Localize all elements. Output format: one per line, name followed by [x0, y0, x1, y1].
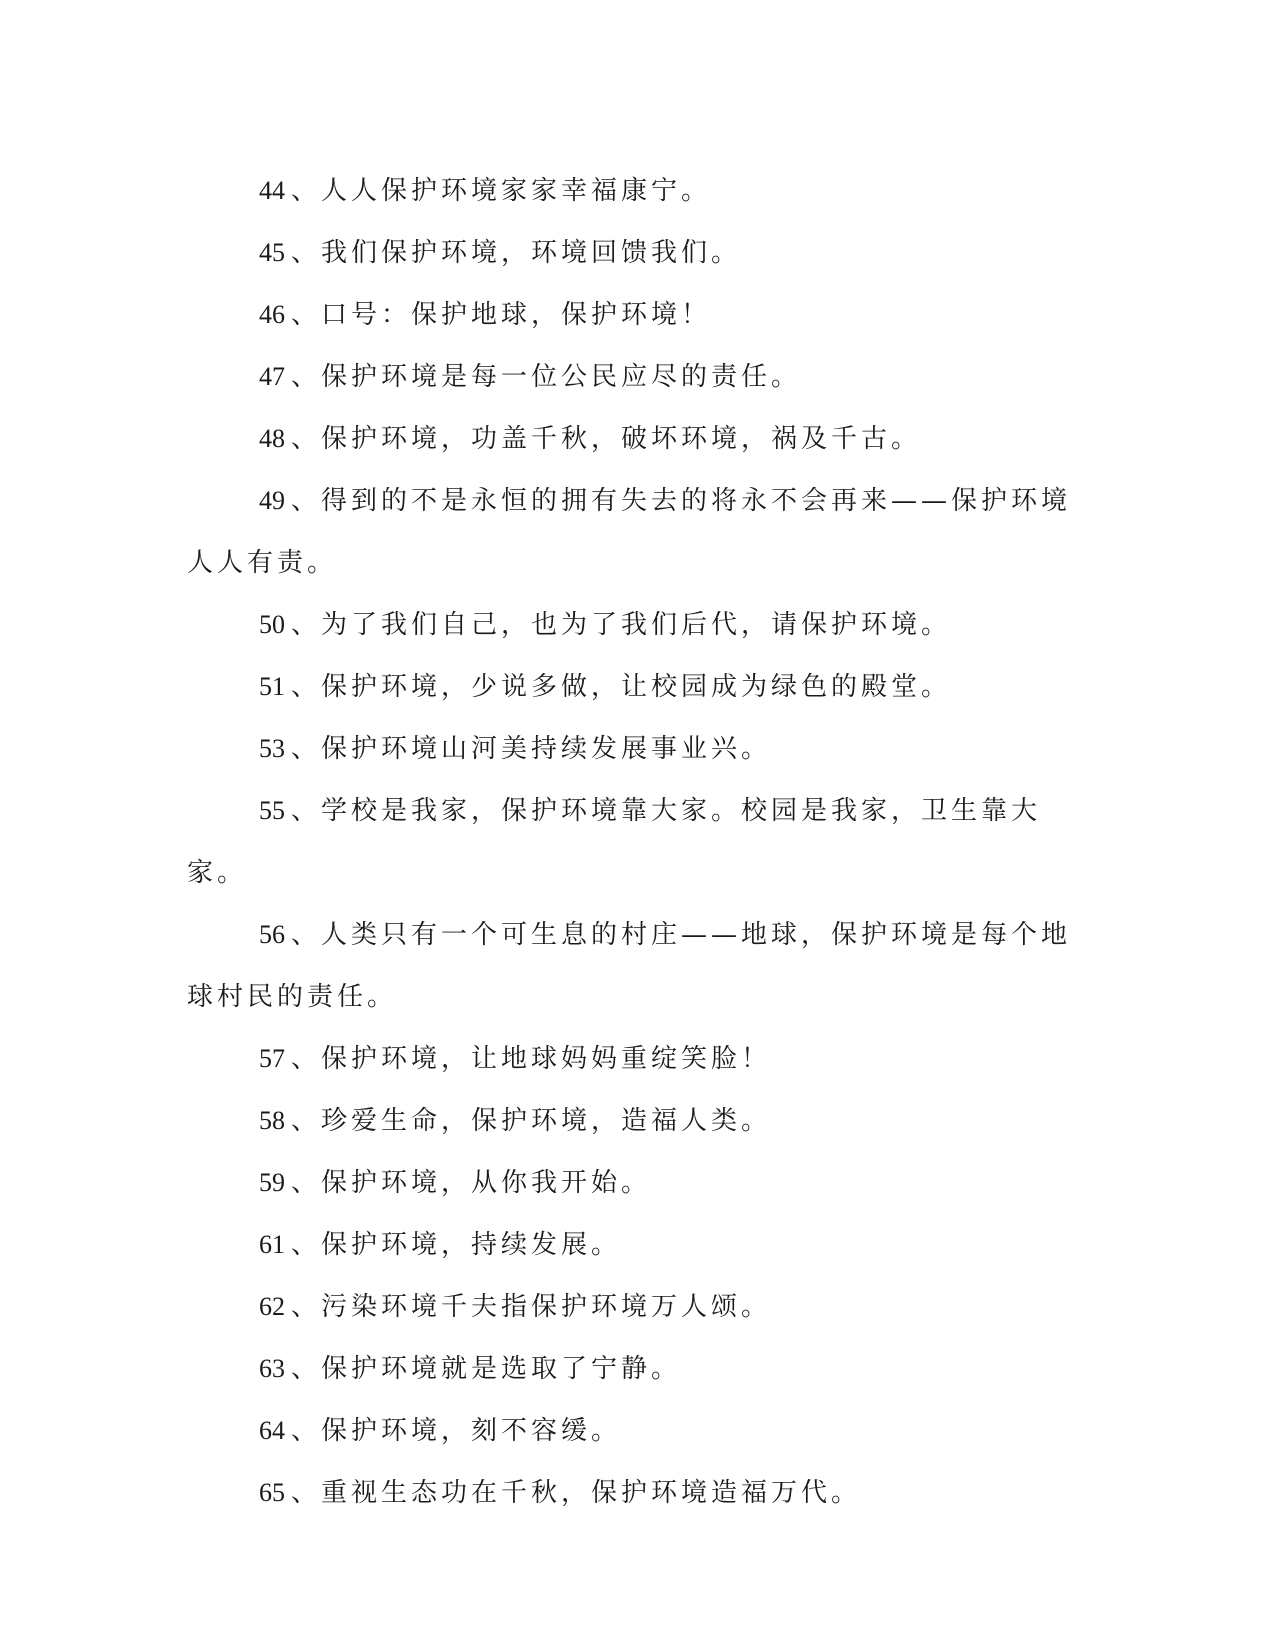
item-number: 46 — [259, 300, 285, 329]
item-number: 65 — [259, 1478, 285, 1507]
item-text: 、保护环境，刻不容缓。 — [291, 1416, 622, 1446]
item-number: 49 — [259, 486, 285, 515]
slogan-item — [187, 1400, 1077, 1462]
item-text: 、保护环境，让地球妈妈重绽笑脸！ — [291, 1044, 772, 1074]
item-number: 55 — [259, 796, 285, 825]
slogan-item — [187, 1462, 1077, 1524]
slogan-item — [187, 780, 1077, 904]
slogan-item — [187, 346, 1077, 408]
item-number: 57 — [259, 1044, 285, 1073]
item-text: 、保护环境，少说多做，让校园成为绿色的殿堂。 — [291, 672, 952, 702]
item-text: 、污染环境千夫指保护环境万人颂。 — [291, 1292, 772, 1322]
item-number: 45 — [259, 238, 285, 267]
item-text: 、保护环境山河美持续发展事业兴。 — [291, 734, 772, 764]
item-number: 56 — [259, 920, 285, 949]
item-number: 47 — [259, 362, 285, 391]
slogan-item — [187, 470, 1077, 594]
slogan-item — [187, 656, 1077, 718]
item-text: 、保护环境，从你我开始。 — [291, 1168, 652, 1198]
slogan-item — [187, 284, 1077, 346]
slogan-item — [187, 222, 1077, 284]
item-number: 62 — [259, 1292, 285, 1321]
slogan-item — [187, 1152, 1077, 1214]
item-text: 、珍爱生命，保护环境，造福人类。 — [291, 1106, 772, 1136]
item-text: 、保护环境就是选取了宁静。 — [291, 1354, 682, 1384]
item-number: 51 — [259, 672, 285, 701]
item-text: 、保护环境是每一位公民应尽的责任。 — [291, 362, 802, 392]
slogan-item — [187, 160, 1077, 222]
item-number: 53 — [259, 734, 285, 763]
item-number: 64 — [259, 1416, 285, 1445]
item-number: 48 — [259, 424, 285, 453]
item-text: 、学校是我家，保护环境靠大家。校园是我家，卫生靠大家。 — [187, 796, 1042, 888]
item-number: 50 — [259, 610, 285, 639]
slogan-item — [187, 1214, 1077, 1276]
item-number: 58 — [259, 1106, 285, 1135]
item-text: 、人人保护环境家家幸福康宁。 — [291, 176, 712, 206]
slogan-item — [187, 1090, 1077, 1152]
item-number: 61 — [259, 1230, 285, 1259]
item-number: 44 — [259, 176, 285, 205]
item-text: 、为了我们自己，也为了我们后代，请保护环境。 — [291, 610, 952, 640]
item-text: 、保护环境，持续发展。 — [291, 1230, 622, 1260]
item-number: 59 — [259, 1168, 285, 1197]
item-text: 、得到的不是永恒的拥有失去的将永不会再来——保护环境人人有责。 — [187, 486, 1072, 578]
slogan-item — [187, 718, 1077, 780]
item-text: 、口号：保护地球，保护环境！ — [291, 300, 712, 330]
slogan-item — [187, 1276, 1077, 1338]
slogan-item — [187, 408, 1077, 470]
item-text: 、人类只有一个可生息的村庄——地球，保护环境是每个地球村民的责任。 — [187, 920, 1072, 1012]
item-text: 、保护环境，功盖千秋，破坏环境，祸及千古。 — [291, 424, 922, 454]
slogan-item — [187, 594, 1077, 656]
slogan-list — [187, 160, 1077, 1524]
item-number: 63 — [259, 1354, 285, 1383]
slogan-item — [187, 1338, 1077, 1400]
slogan-item — [187, 904, 1077, 1028]
item-text: 、重视生态功在千秋，保护环境造福万代。 — [291, 1478, 862, 1508]
slogan-item — [187, 1028, 1077, 1090]
item-text: 、我们保护环境，环境回馈我们。 — [291, 238, 742, 268]
